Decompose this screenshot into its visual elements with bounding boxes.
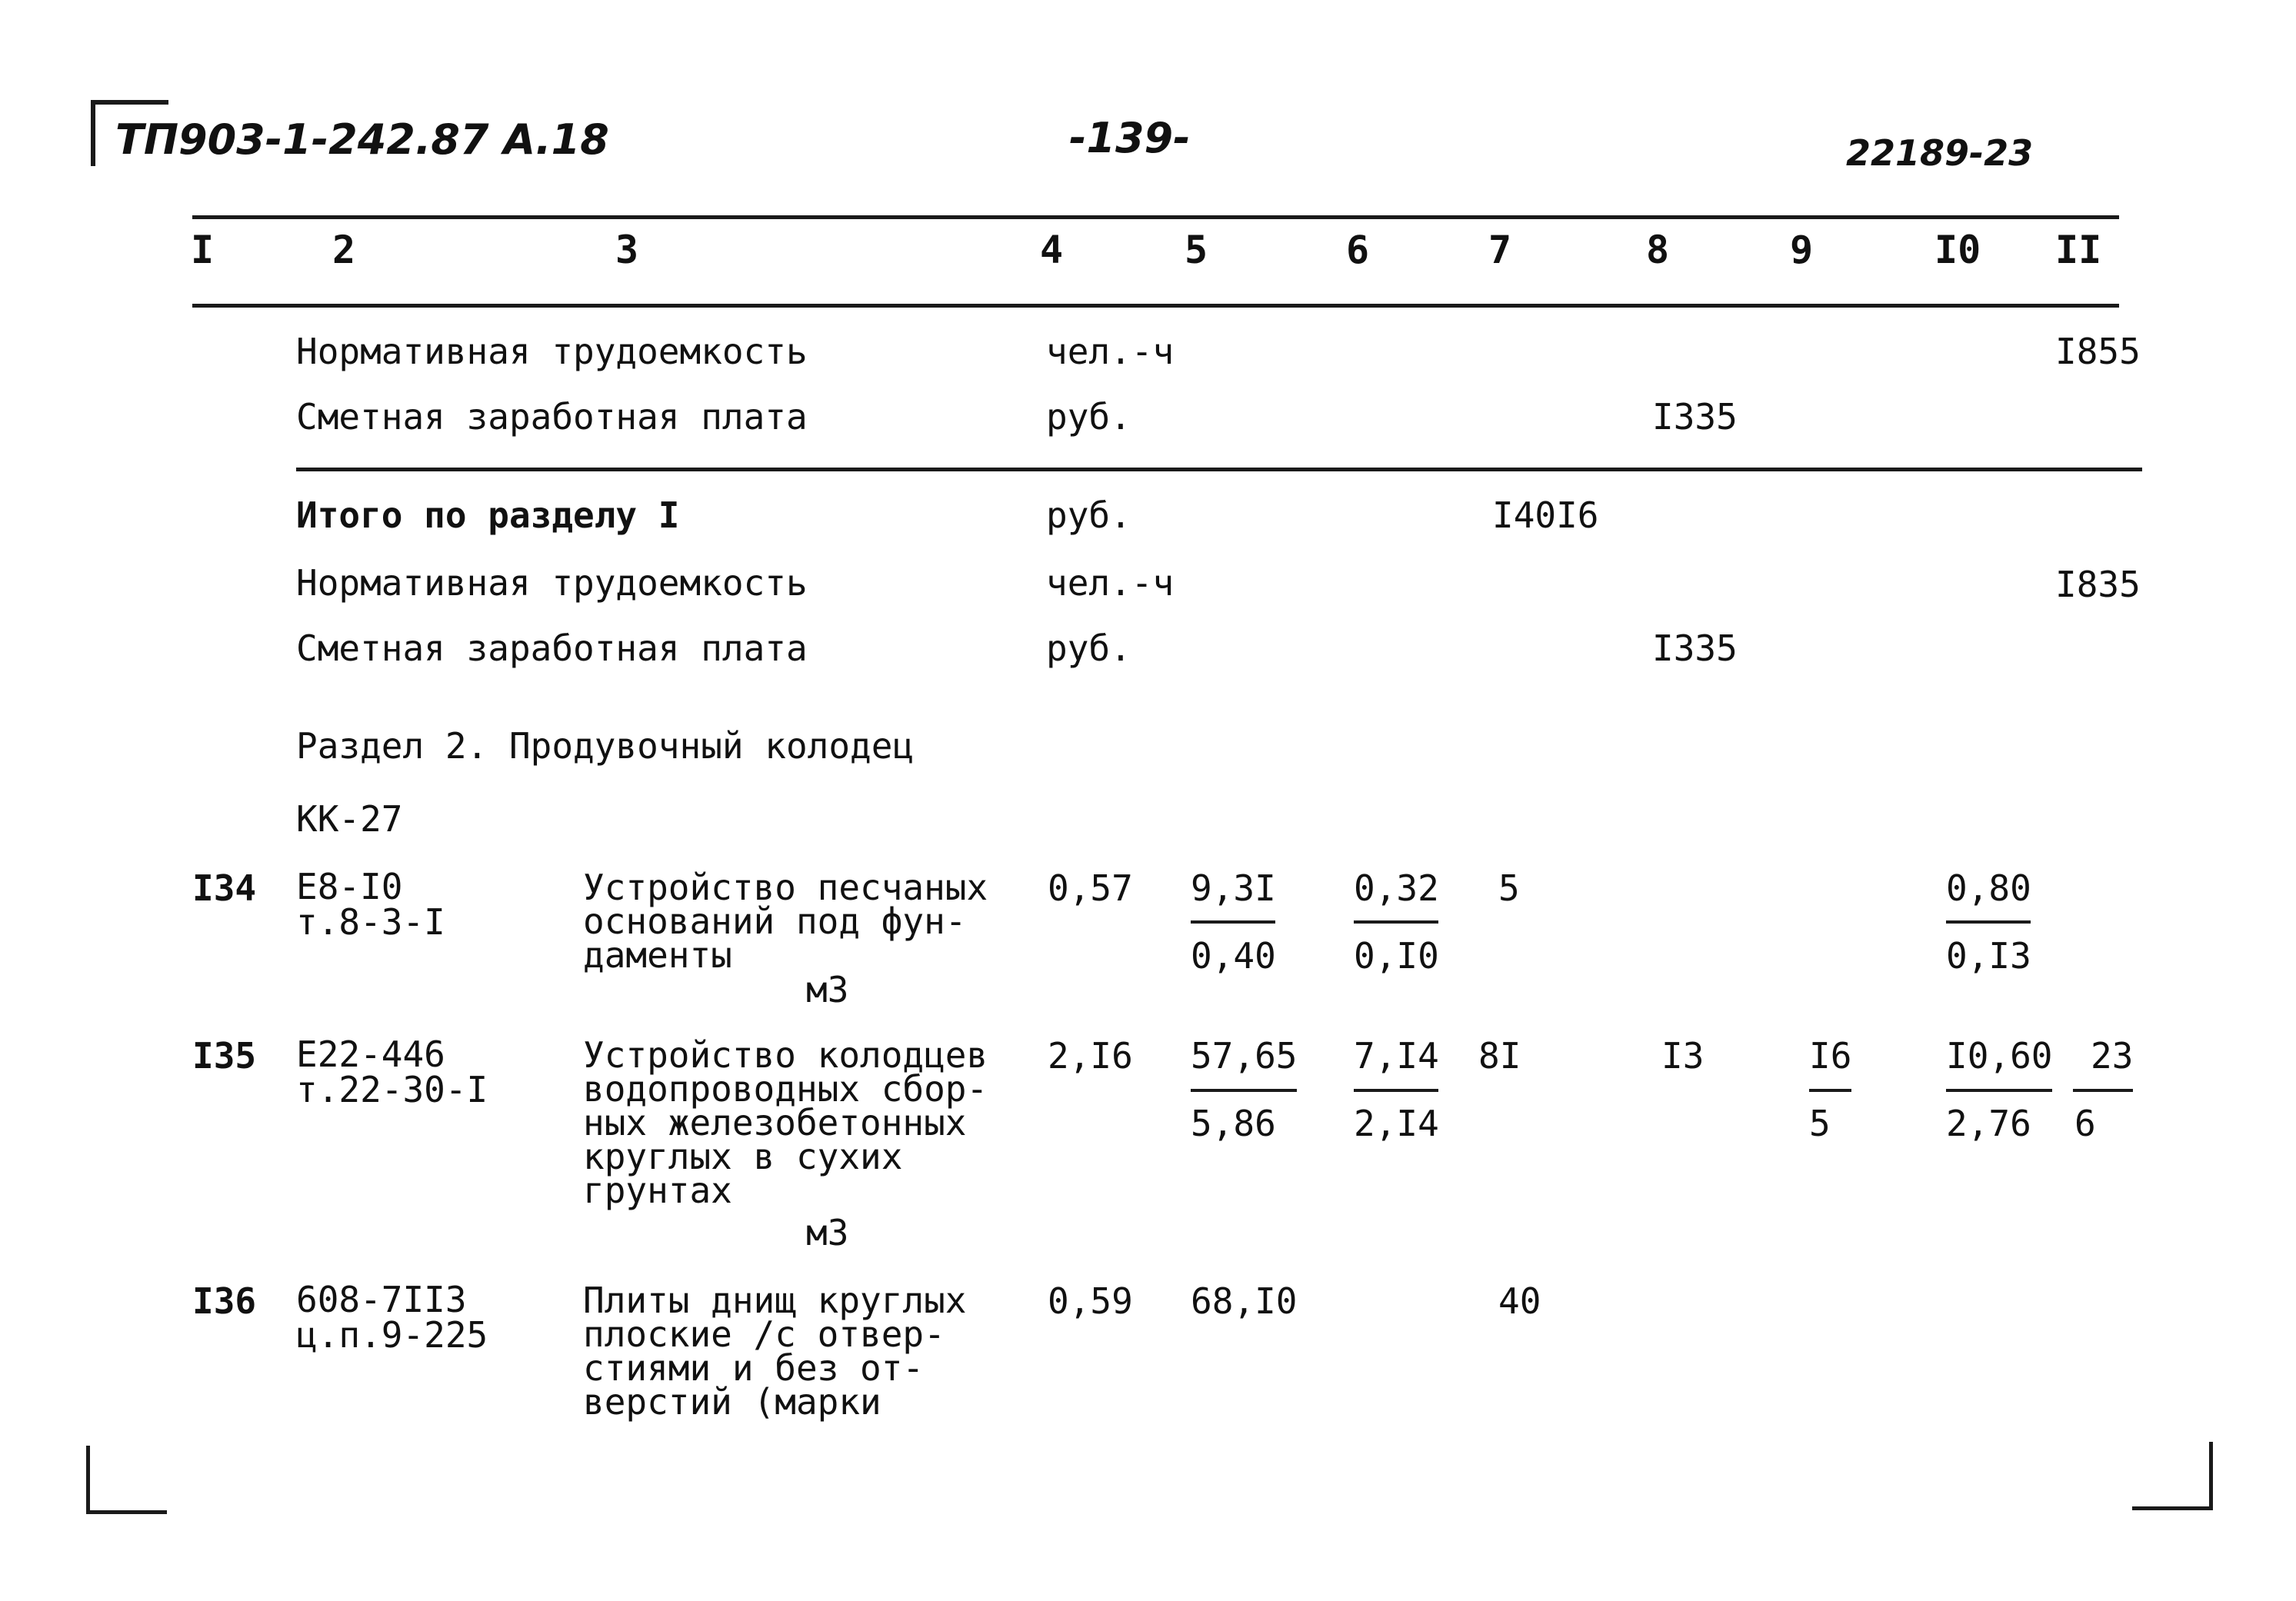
column-header-7: 7 [1488, 228, 1512, 272]
col10-top: I0,60 [1946, 1035, 2053, 1077]
column-header-1: I [191, 228, 215, 272]
col5-bottom: 0,40 [1191, 935, 1276, 977]
summary2-total-unit: руб. [1046, 494, 1131, 536]
summary2-wage-value: I335 [1652, 627, 1738, 669]
summary2-total-value: I40I6 [1492, 494, 1599, 536]
row-description: Устройство колодцев водопроводных сбор- ных железобетонных круглых в сухих грунтах [583, 1034, 988, 1211]
corner-mark-bottom-right [2132, 1442, 2213, 1510]
column-header-5: 5 [1185, 228, 1208, 272]
header-rule-bottom [192, 304, 2119, 308]
col9-fraction-line [1809, 1089, 1851, 1092]
summary1-labor-value: I855 [2055, 331, 2141, 372]
col11-top: 23 [2091, 1035, 2134, 1077]
header-rule-top [192, 215, 2119, 219]
col11-bottom: 6 [2074, 1103, 2096, 1144]
archive-code: 22189-23 [1846, 132, 2034, 174]
row-unit: м3 [806, 969, 849, 1010]
col10-bottom: 0,I3 [1946, 935, 2031, 977]
col6-bottom: 0,I0 [1354, 935, 1439, 977]
row-code: Е22-446 т.22-30-I [296, 1033, 488, 1110]
summary2-labor-value: I835 [2055, 564, 2141, 605]
col11-fraction-line [2073, 1089, 2133, 1092]
row-quantity: 2,I6 [1048, 1035, 1133, 1077]
row-code: 608-7II3 ц.п.9-225 [296, 1279, 488, 1356]
document-code: ТП903-1-242.87 А.18 [115, 115, 609, 164]
row-number: I34 [192, 867, 257, 909]
row-description: Устройство песчаных оснований под фун- даменты [583, 867, 988, 976]
col9-bottom: 5 [1809, 1103, 1831, 1144]
summary1-labor-unit: чел.-ч [1046, 331, 1175, 372]
row-unit: м3 [806, 1212, 849, 1253]
corner-mark-bottom-left [86, 1446, 167, 1514]
summary-divider [296, 468, 2142, 471]
col6-fraction-line [1354, 1089, 1438, 1092]
column-header-9: 9 [1790, 228, 1814, 272]
summary2-wage-label: Сметная заработная плата [296, 627, 808, 669]
col7-value: 5 [1498, 867, 1520, 909]
summary2-wage-unit: руб. [1046, 627, 1131, 669]
row-code: Е8-I0 т.8-3-I [296, 866, 445, 943]
col8-value: I3 [1661, 1035, 1705, 1077]
column-header-2: 2 [332, 228, 356, 272]
col5-top: 9,3I [1191, 867, 1276, 909]
summary1-wage-value: I335 [1652, 396, 1738, 438]
col7-value: 40 [1498, 1280, 1541, 1322]
col10-fraction-line [1946, 920, 2031, 924]
row-quantity: 0,59 [1048, 1280, 1133, 1322]
col5-fraction-line [1191, 1089, 1297, 1092]
summary2-labor-unit: чел.-ч [1046, 562, 1175, 604]
col9-top: I6 [1809, 1035, 1852, 1077]
col6-fraction-line [1354, 920, 1438, 924]
section-subtitle: КК-27 [296, 798, 403, 840]
col5-fraction-line [1191, 920, 1275, 924]
section-title: Раздел 2. Продувочный колодец [296, 725, 915, 767]
column-header-10: I0 [1934, 228, 1981, 272]
page-number: -139- [1069, 114, 1191, 162]
column-header-11: II [2055, 228, 2102, 272]
column-header-8: 8 [1646, 228, 1670, 272]
col10-bottom: 2,76 [1946, 1103, 2031, 1144]
col10-fraction-line [1946, 1089, 2052, 1092]
summary1-labor-label: Нормативная трудоемкость [296, 331, 808, 372]
row-number: I36 [192, 1280, 257, 1322]
column-header-4: 4 [1040, 228, 1064, 272]
col5-top: 57,65 [1191, 1035, 1298, 1077]
column-header-6: 6 [1346, 228, 1370, 272]
column-header-3: 3 [615, 228, 639, 272]
summary2-total-label: Итого по разделу I [296, 494, 680, 536]
row-number: I35 [192, 1035, 257, 1077]
row-quantity: 0,57 [1048, 867, 1133, 909]
summary1-wage-label: Сметная заработная плата [296, 396, 808, 438]
summary1-wage-unit: руб. [1046, 396, 1131, 438]
col5-bottom: 5,86 [1191, 1103, 1276, 1144]
col7-value: 8I [1478, 1035, 1521, 1077]
col6-bottom: 2,I4 [1354, 1103, 1439, 1144]
col10-top: 0,80 [1946, 867, 2031, 909]
col6-top: 0,32 [1354, 867, 1439, 909]
row-description: Плиты днищ круглых плоские /с отвер- стиями и без от- верстий (марки [583, 1280, 967, 1423]
summary2-labor-label: Нормативная трудоемкость [296, 562, 808, 604]
col5-top: 68,I0 [1191, 1280, 1298, 1322]
col6-top: 7,I4 [1354, 1035, 1439, 1077]
